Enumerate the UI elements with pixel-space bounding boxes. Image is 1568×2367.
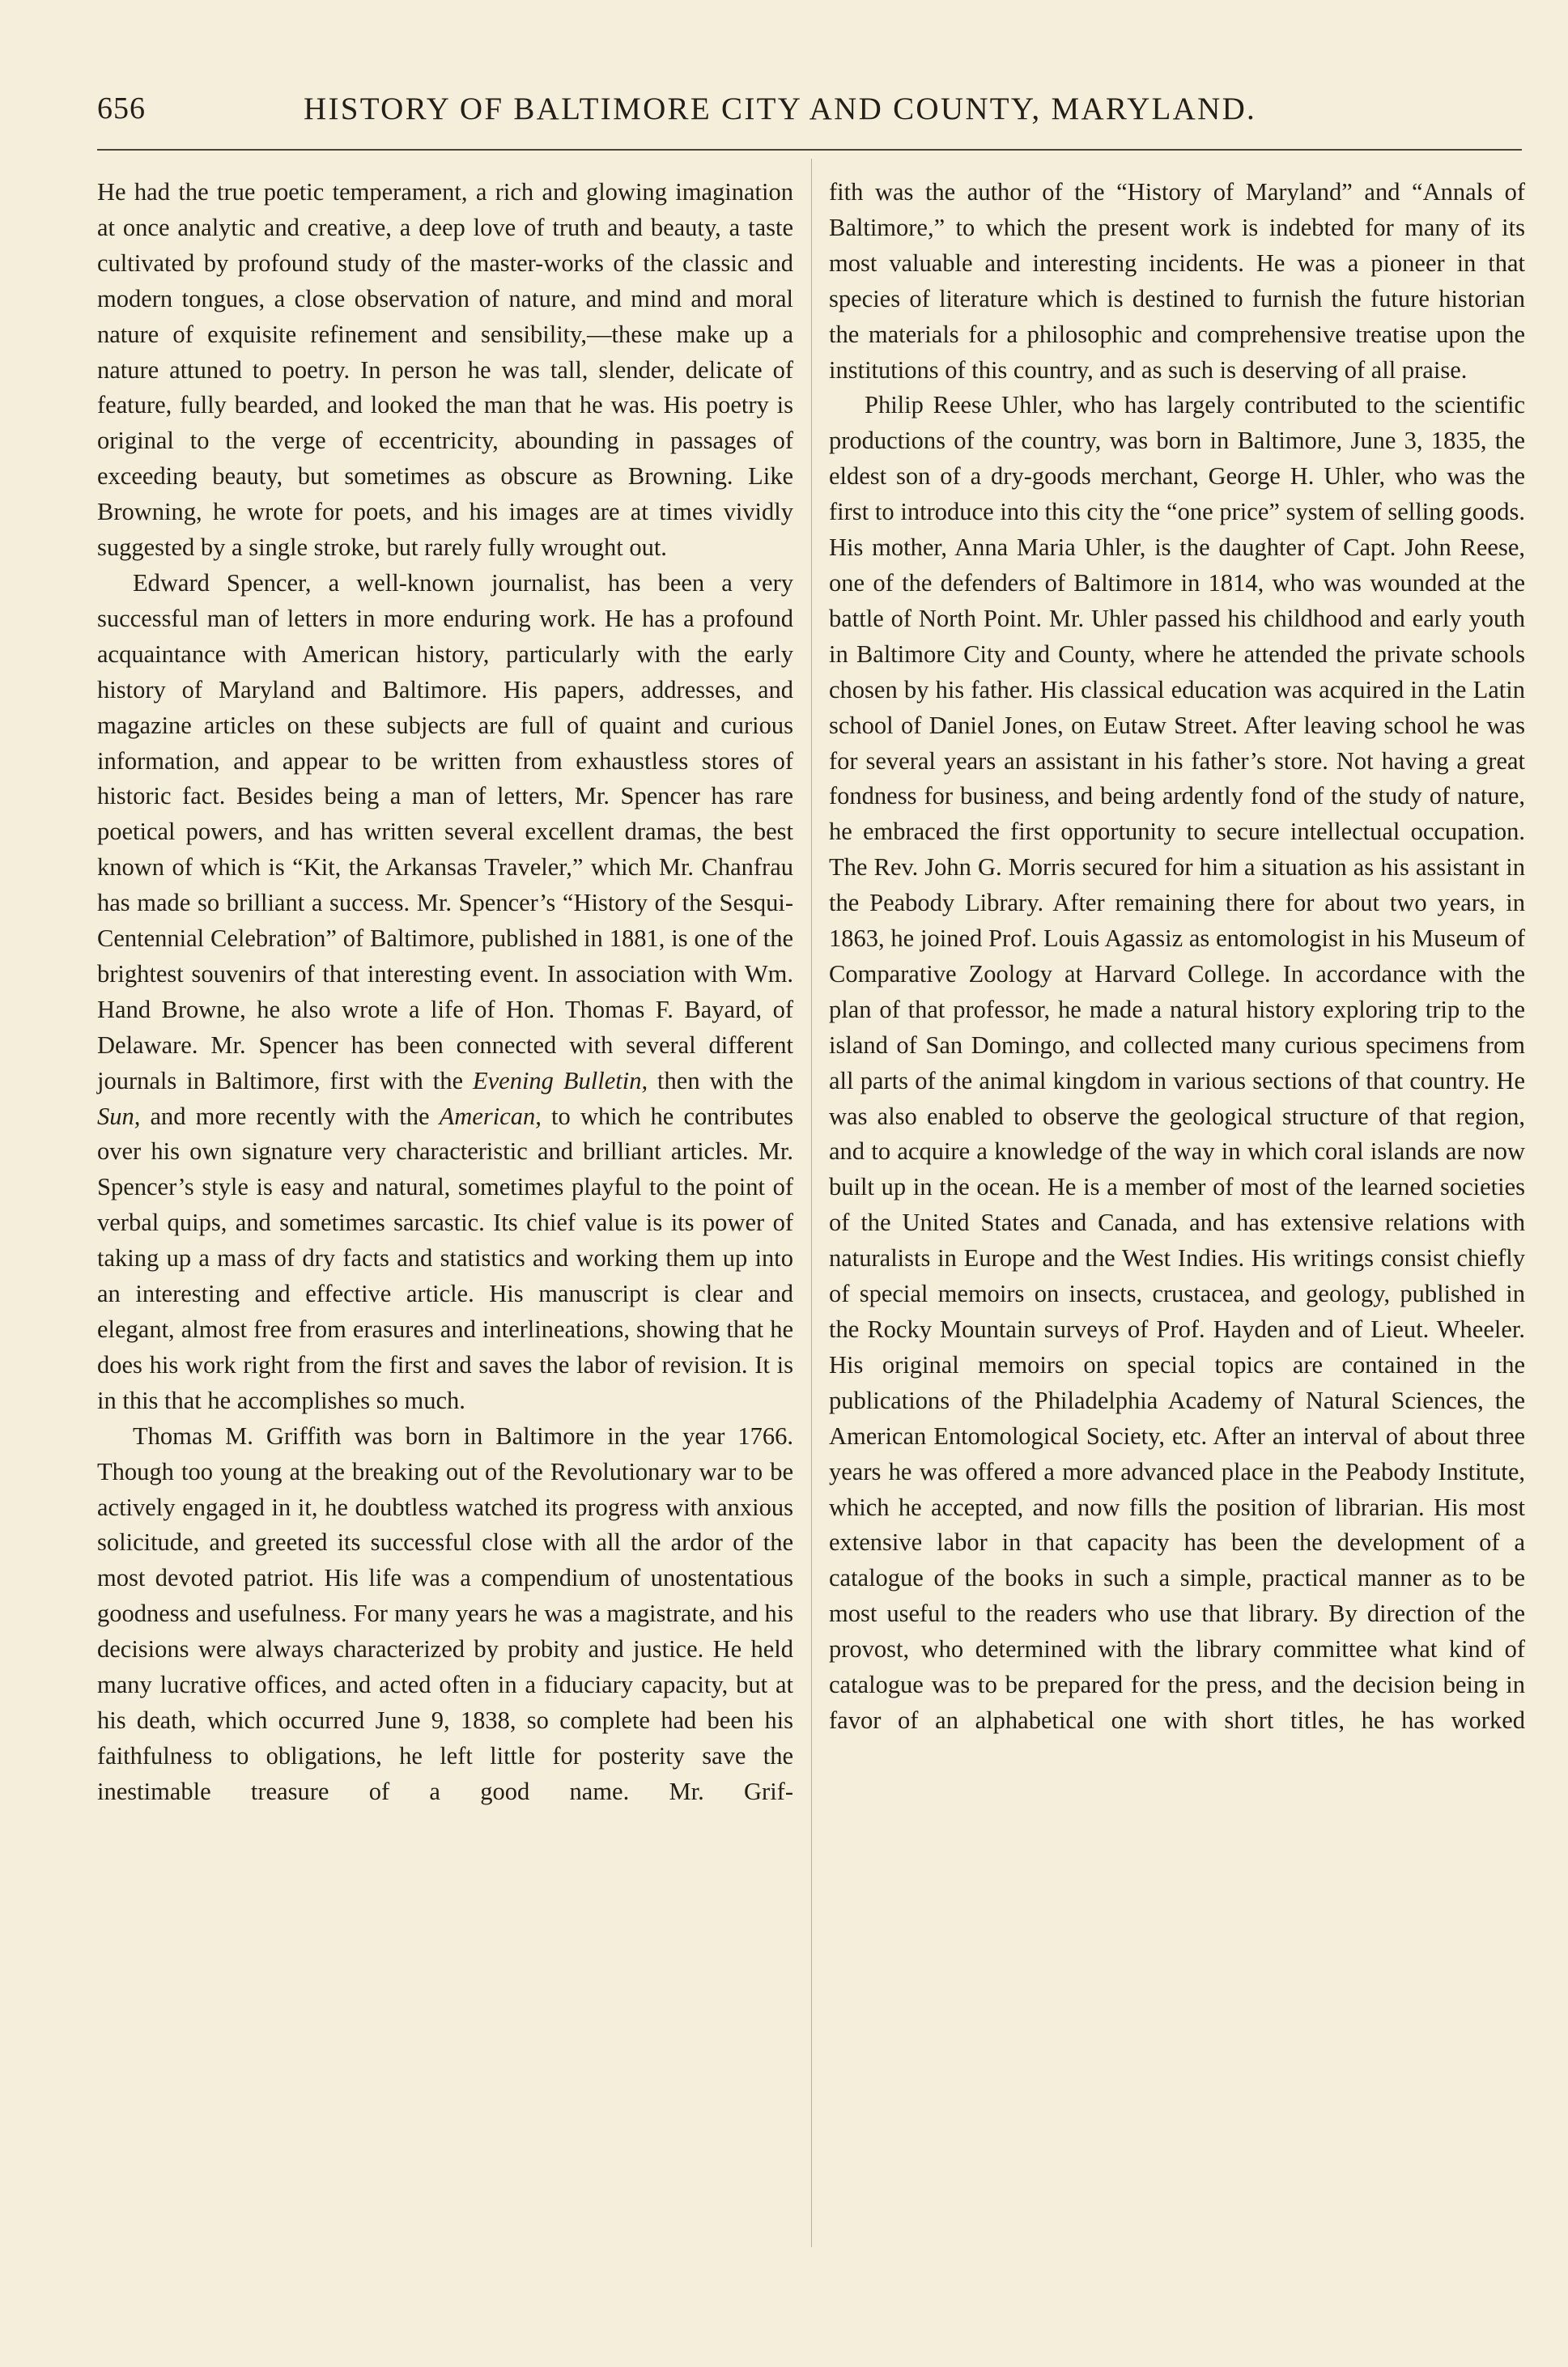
journal-title-american: American, (439, 1102, 542, 1130)
paragraph-thomas-griffith: Thomas M. Griffith was born in Baltimore in the year 1766. Though too young at the breaking out of the Revolutionary war to be actively engaged in it, he doubtless watched its progress with anxious solicitude, and greeted its successful close with all the ardor of the most devoted patriot. His life was a compendium of unostentatious goodness and usefulness. For many years he was a magistrate, and his decisions were always characterized by probity and justice. He held many lucrative offices, and acted often in a fiduciary capacity, but at his death, which occurred June 9, 1838, so complete had been his faithfulness to obligations, he left little for posterity save the inestimable treasure of a good name. Mr. Grif- (97, 1421, 793, 1805)
right-column (829, 175, 1525, 1739)
paragraph-philip-reese-uhler: Philip Reese Uhler, who has largely contributed to the scientific productions of the country, was born in Baltimore, June 3, 1835, the eldest son of a dry-goods merchant, George H. Uhler, who was the first to introduce into this city the “one price” system of selling goods. His mother, Anna Maria Uhler, is the daughter of Capt. John Reese, one of the defenders of Baltimore in 1814, who was wounded at the battle of North Point. Mr. Uhler passed his childhood and early youth in Baltimore City and County, where he attended the private schools chosen by his father. His classical education was acquired in the Latin school of Daniel Jones, on Eutaw Street. After leaving school he was for several years an assistant in his father’s store. Not having a great fondness for business, and being ardently fond of the study of nature, he embraced the first opportunity to secure intellectual occupation. The Rev. John G. Morris secured for him a situation as his assistant in the Peabody Library. After remaining there for about two years, in 1863, he joined Prof. Louis Agassiz as entomologist in his Museum of Comparative Zoology at Harvard College. In accordance with the plan of that professor, he made a natural history exploring trip to the island of San Domingo, and collected many curious specimens from all parts of the animal kingdom in various sections of that country. He was also enabled to observe the geological structure of that region, and to acquire a knowledge of the way in which coral islands are now built up in the ocean. He is a member of most of the learned societies of the United States and Canada, and has extensive relations with naturalists in Europe and the West Indies. His writings consist chiefly of special memoirs on insects, crustacea, and geology, published in the Rocky Mountain surveys of Prof. Hayden and of Lieut. Wheeler. His original memoirs on special topics are contained in the publications of the Philadelphia Academy of Natural Sciences, the American Entomological Society, etc. After an interval of about three years he was offered a more advanced place in the Peabody Institute, which he accepted, and now fills the position of librarian. His most extensive labor in that capacity has been the development of a catalogue of the books in such a simple, practical manner as to be most useful to the readers who use that library. By direction of the provost, who determined with the library committee what kind of catalogue was to be prepared for the press, and the decision being in favor of an alphabetical one with short titles, he has worked (829, 391, 1525, 1734)
page-header (97, 91, 1522, 139)
column-divider (811, 159, 812, 2247)
page-number: 656 (97, 91, 146, 125)
left-column (97, 175, 793, 1810)
text-run: Edward Spencer, a well-known journalist, has been a very successful man of letters in more enduring work. He has a profound acquaintance with American history, particularly with the early history of Maryland and Baltimore. His papers, addresses, and magazine articles on these subjects are full of quaint and curious information, and appear to be written from exhaustless stores of historic fact. Besides being a man of letters, Mr. Spencer has rare poetical powers, and has written several excellent dramas, the best known of which is “Kit, the Arkansas Traveler,” which Mr. Chanfrau has made so brilliant a success. Mr. Spencer’s “History of the Sesqui-Centennial Celebration” of Baltimore, published in 1881, is one of the brightest souvenirs of that interesting event. In association with Wm. Hand Browne, he also wrote a life of Hon. Thomas F. Bayard, of Delaware. Mr. Spencer has been connected with several different journals in Baltimore, first with the (97, 568, 793, 1094)
paragraph-griffith-continued: fith was the author of the “History of Maryland” and “Annals of Baltimore,” to which the present work is indebted for many of its most valuable and interesting incidents. He was a pioneer in that species of literature which is destined to furnish the future historian the materials for a philosophic and comprehensive treatise upon the institutions of this country, and as such is deserving of all praise. (829, 178, 1525, 384)
paragraph-poet-temperament: He had the true poetic temperament, a rich and glowing imagination at once analytic and creative, a deep love of truth and beauty, a taste cultivated by profound study of the master-works of the classic and modern tongues, a close observation of nature, and mind and moral nature of exquisite refinement and sensibility,—these make up a nature attuned to poetry. In person he was tall, slender, delicate of feature, fully bearded, and looked the man that he was. His poetry is original to the verge of eccentricity, abounding in passages of exceeding beauty, but sometimes as obscure as Browning. Like Browning, he wrote for poets, and his images are at times vividly suggested by a single stroke, but rarely fully wrought out. (97, 178, 793, 562)
text-run: and more recently with the (140, 1102, 440, 1130)
journal-title-evening-bulletin: Evening Bulletin, (473, 1066, 648, 1094)
journal-title-sun: Sun, (97, 1102, 141, 1130)
running-title: HISTORY OF BALTIMORE CITY AND COUNTY, MARYLAND. (304, 91, 1257, 126)
text-run: then with the (648, 1066, 793, 1094)
header-rule (97, 149, 1522, 151)
paragraph-edward-spencer (97, 566, 793, 1419)
text-run: to which he contributes over his own signature very characteristic and brilliant articles. Mr. Spencer’s style is easy and natural, sometimes playful to the point of verbal quips, and sometimes sarcastic. Its chief value is its power of taking up a mass of dry facts and statistics and working them up into an interesting and effective article. His manuscript is clear and elegant, almost free from erasures and interlineations, showing that he does his work right from the first and saves the labor of revision. It is in this that he accomplishes so much. (97, 1102, 793, 1414)
